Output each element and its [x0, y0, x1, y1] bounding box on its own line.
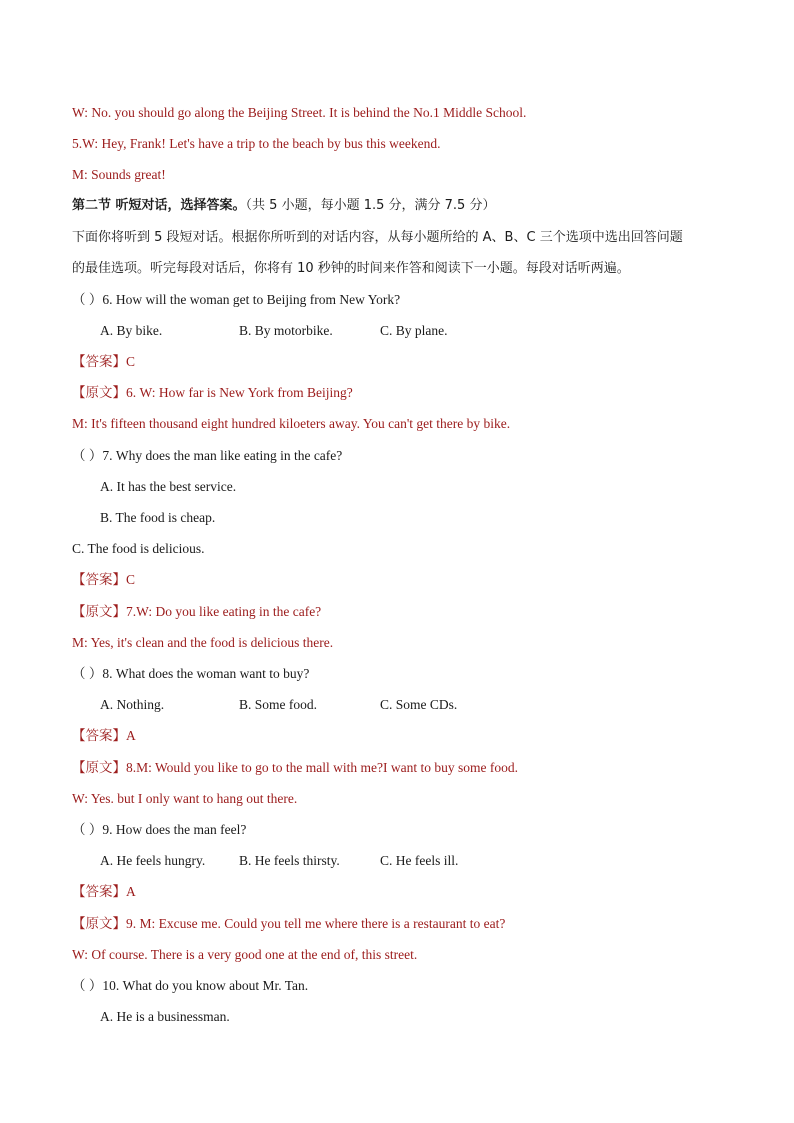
option-7c: C. The food is delicious.	[72, 541, 205, 556]
options-6: A. By bike. B. By motorbike. C. By plane.	[100, 323, 448, 338]
option-7a: A. It has the best service.	[100, 479, 237, 494]
option-7b: B. The food is cheap.	[100, 510, 216, 525]
question-9: （ ）9. How does the man feel?	[72, 822, 247, 837]
section-heading: 第二节 听短对话，选择答案。（共 5 小题，每小题 1.5 分，满分 7.5 分）	[72, 198, 496, 213]
transcript-line: M: Sounds great!	[72, 167, 166, 182]
options-9: A. He feels hungry. B. He feels thirsty. C. He feels ill.	[100, 853, 459, 868]
question-7: （ ）7. Why does the man like eating in the cafe?	[72, 448, 343, 463]
transcript-line: M: Yes, it's clean and the food is delicious there.	[72, 635, 334, 650]
transcript-line: W: Yes. but I only want to hang out there.	[72, 791, 298, 806]
transcript-line: M: It's fifteen thousand eight hundred kiloeters away. You can't get there by bike.	[72, 416, 511, 431]
instruction-line: 下面你将听到 5 段短对话。根据你所听到的对话内容，从每小题所给的 A、B、C 三个选项中选出回答问题	[72, 230, 683, 245]
answer-8: 【答案】A	[72, 728, 136, 743]
original-7: 【原文】7.W: Do you like eating in the cafe?	[72, 604, 322, 619]
transcript-line: W: Of course. There is a very good one at the end of, this street.	[72, 947, 418, 962]
original-6: 【原文】6. W: How far is New York from Beijing?	[72, 385, 353, 400]
question-6: （ ）6. How will the woman get to Beijing from New York?	[72, 292, 401, 307]
options-8: A. Nothing. B. Some food. C. Some CDs.	[100, 697, 458, 712]
answer-6: 【答案】C	[72, 354, 136, 369]
answer-7: 【答案】C	[72, 572, 136, 587]
instruction-line: 的最佳选项。听完每段对话后，你将有 10 秒钟的时间来作答和阅读下一小题。每段对话听两遍。	[72, 261, 630, 276]
transcript-line: 5.W: Hey, Frank! Let's have a trip to the beach by bus this weekend.	[72, 136, 441, 151]
original-8: 【原文】8.M: Would you like to go to the mall with me?I want to buy some food.	[72, 760, 518, 775]
answer-9: 【答案】A	[72, 884, 136, 899]
question-8: （ ）8. What does the woman want to buy?	[72, 666, 310, 681]
question-10: （ ）10. What do you know about Mr. Tan.	[72, 978, 309, 993]
transcript-line: W: No. you should go along the Beijing Street. It is behind the No.1 Middle School.	[72, 105, 527, 120]
option-10a: A. He is a businessman.	[100, 1009, 230, 1024]
original-9: 【原文】9. M: Excuse me. Could you tell me where there is a restaurant to eat?	[72, 916, 506, 931]
